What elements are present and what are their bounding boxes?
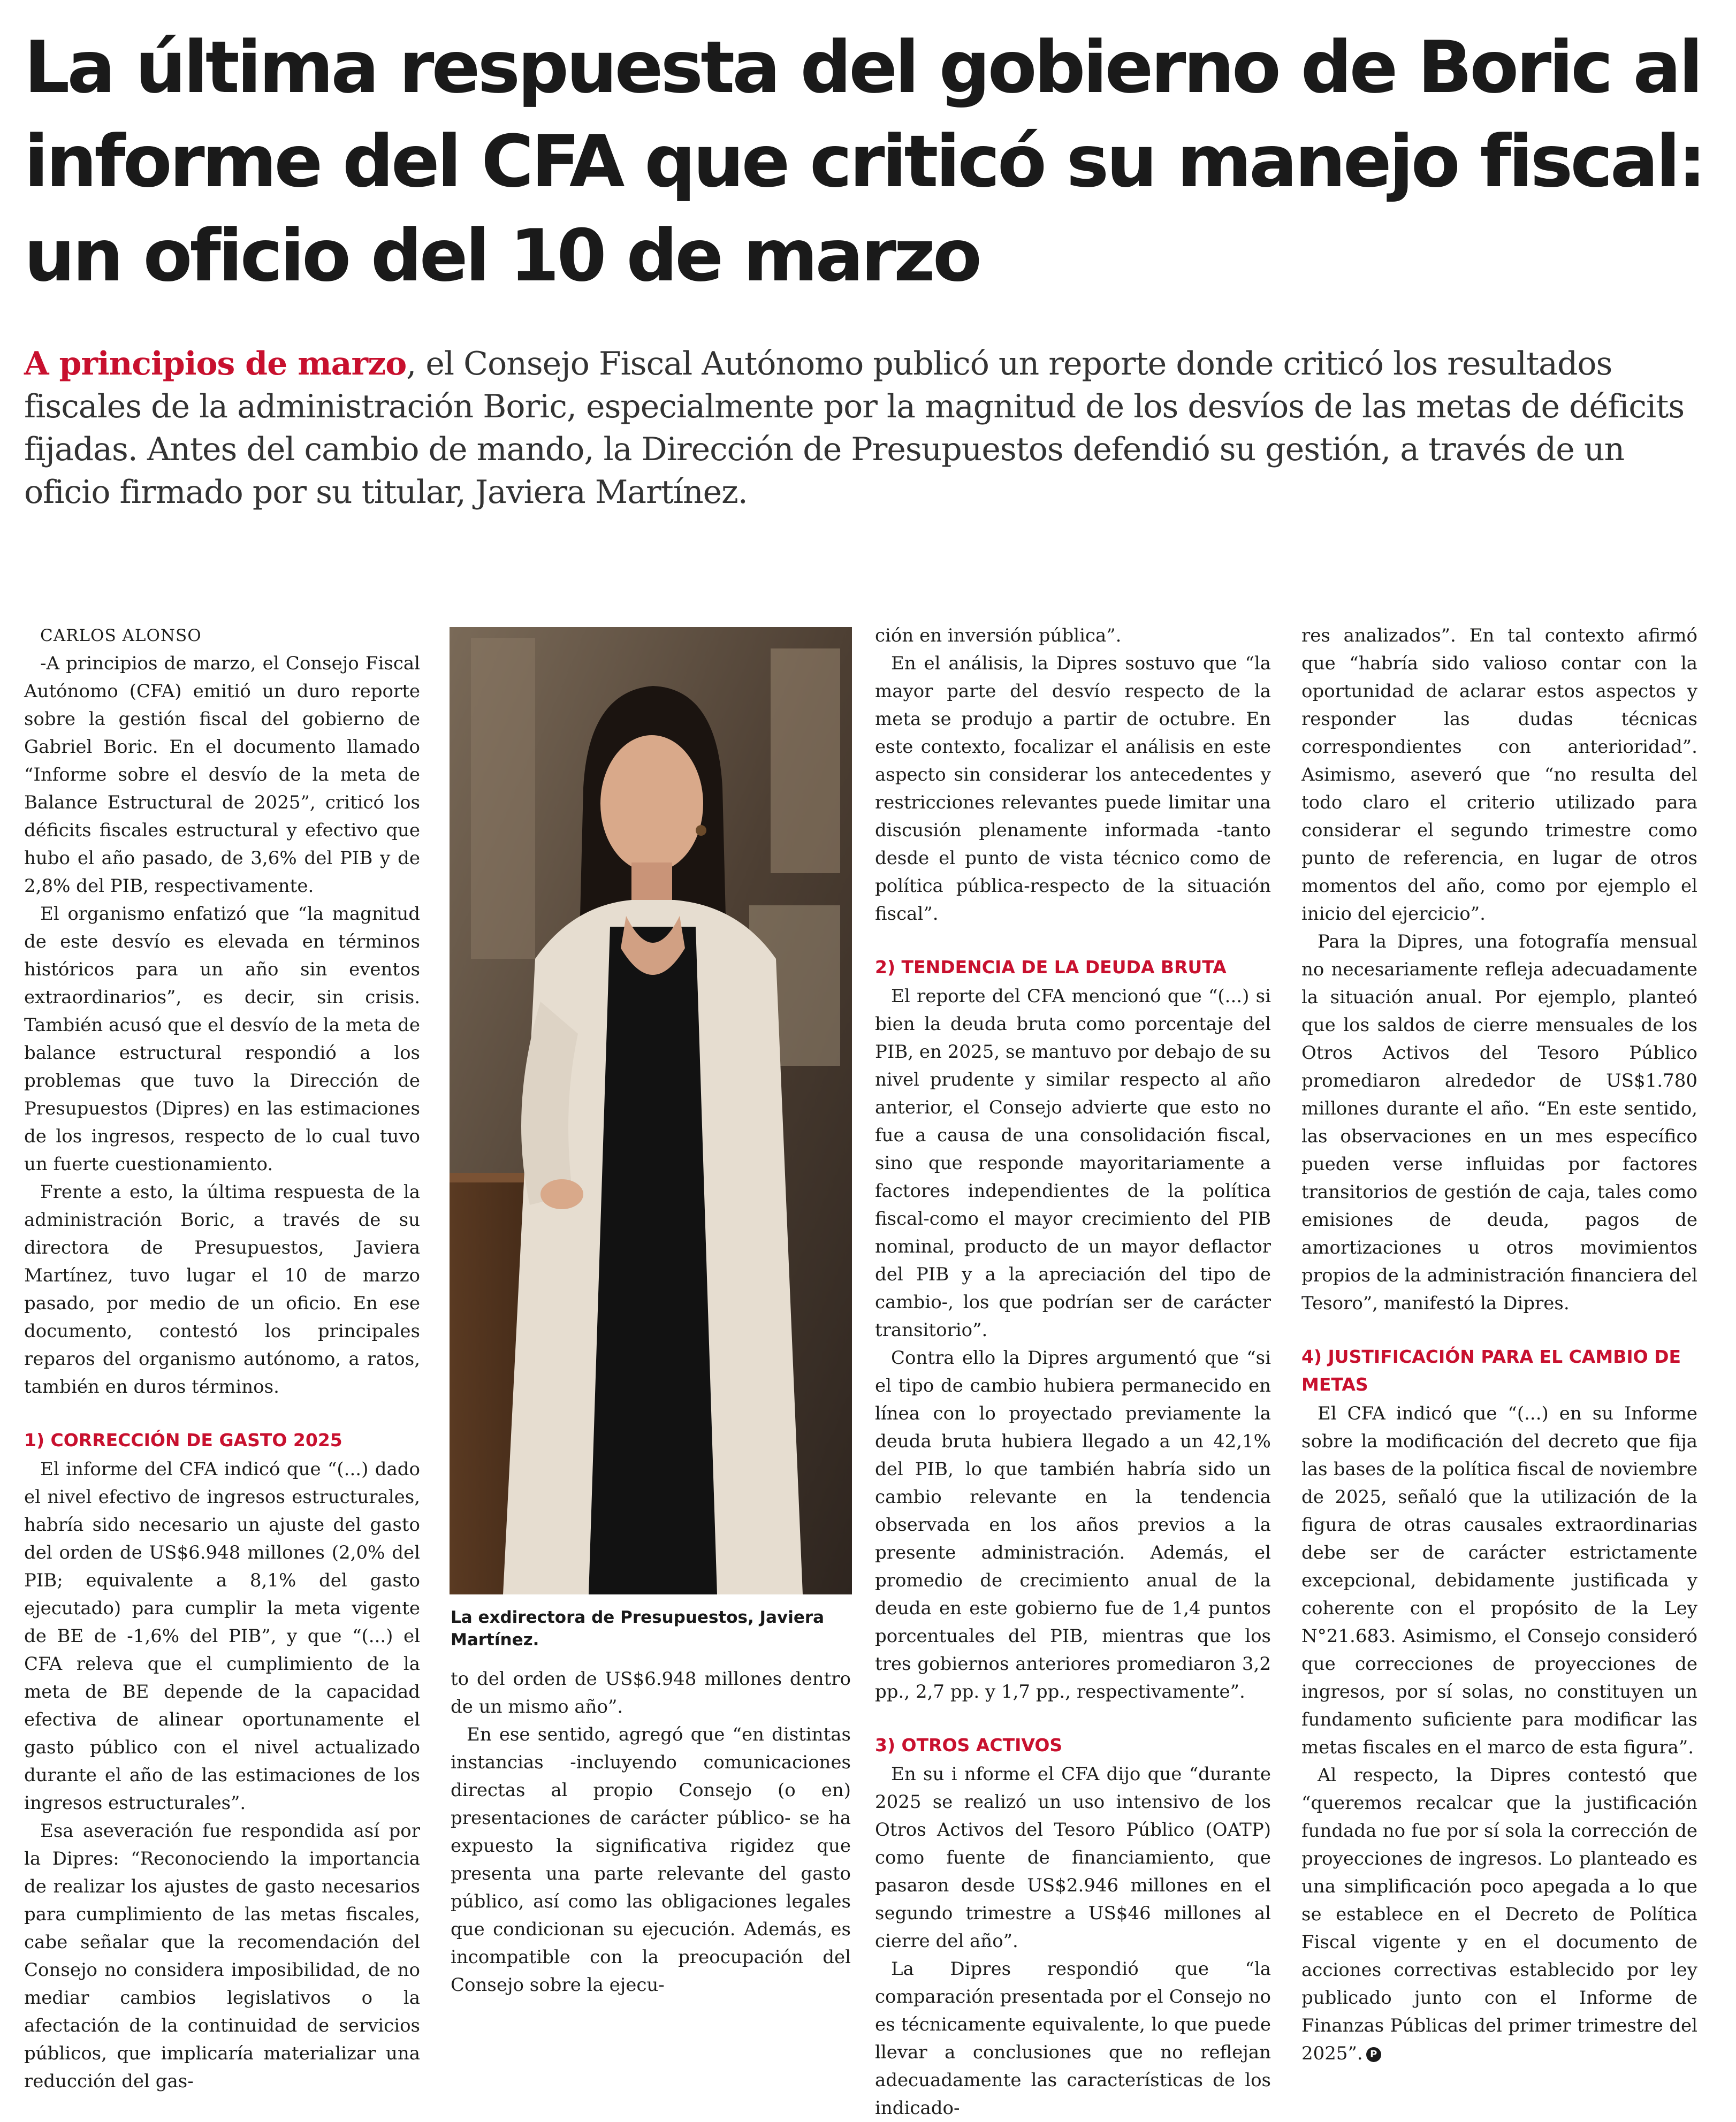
paragraph-text: Al respecto, la Dipres contestó que “queremos recalcar que la justificación fundada no fue por sí sola la corrección de proyecciones de ingresos. Lo planteado es una simplificación poco apegada a lo que se establece en el Decreto de Política Fiscal vigente y en el documento de acciones correctivas establecido por ley publicado junto con el Informe de Finanzas Públicas del primer trimestre del 2025”. [1301, 1765, 1697, 2064]
lead-paragraph [24, 342, 1704, 514]
section-heading-2: 2) TENDENCIA DE LA DEUDA BRUTA [875, 957, 1227, 978]
article-column-3 [875, 622, 1271, 2122]
paragraph: El reporte del CFA mencionó que “(...) si bien la deuda bruta como porcentaje del PIB, en 2025, se mantuvo por debajo de su nivel prudente y similar respecto al año anterior, el Consejo advierte que esto no fue a causa de una consolidación fiscal, sino que responde mayoritariamente a factores independientes de la política fiscal-como el mayor crecimiento del PIB nominal, producto de un mayor deflactor del PIB y a la apreciación del tipo de cambio-, los que podrían ser de carácter transitorio”. [875, 986, 1271, 1341]
photo-caption: La exdirectora de Presupuestos, Javiera Martínez. [451, 1608, 825, 1650]
paragraph: Esa aseveración fue respondida así por la Dipres: “Reconociendo la importancia de realizar los ajustes de gasto necesarios para cumplimiento de las metas fiscales, cabe señalar que la recomendación del Consejo no considera imposibilidad, de no mediar cambios legislativos o la afectación de la continuidad de servicios públicos, que implicaría materializar una reducción del gas- [24, 1820, 420, 2092]
byline: CARLOS ALONSO [40, 626, 202, 645]
article-column-2 [451, 1665, 851, 1999]
paragraph: -A principios de marzo, el Consejo Fiscal Autónomo (CFA) emitió un duro reporte sobre la gestión fiscal del gobierno de Gabriel Boric. En el documento llamado “Informe sobre el desvío de la meta de Balance Estructural de 2025”, criticó los déficits fiscales estructural y efectivo que hubo el año pasado, de 3,6% del PIB y de 2,8% del PIB, respectivamente. [24, 653, 420, 897]
paragraph: En ese sentido, agregó que “en distintas instancias -incluyendo comunicaciones directas al propio Consejo (o en) presentaciones de carácter público- se ha expuesto la significativa rigidez que presenta una parte relevante del gasto público, así como las obligaciones legales que condicionan su ejecución. Además, es incompatible con la preocupación del Consejo sobre la ejecu- [451, 1724, 851, 1996]
paragraph: Frente a esto, la última respuesta de la administración Boric, a través de su directora de Presupuestos, Javiera Martínez, tuvo lugar el 10 de marzo pasado, por medio de un oficio. En ese documento, contestó los principales reparos del organismo autónomo, a ratos, también en duros términos. [24, 1181, 420, 1398]
paragraph: El informe del CFA indicó que “(...) dado el nivel efectivo de ingresos estructurales, habría sido necesario un ajuste del gasto del orden de US$6.948 millones (2,0% del PIB; equivalente a 8,1% del gasto ejecutado) para cumplir la meta vigente de BE de -1,6% del PIB”, y que “(...) el CFA releva que el cumplimiento de la meta de BE depende de la capacidad efectiva de alinear oportunamente el gasto público con el nivel actualizado durante el año de las estimaciones de los ingresos estructurales”. [24, 1459, 420, 1814]
lead-intro: A principios de marzo [24, 345, 407, 383]
article-column-4 [1301, 622, 1697, 2067]
section-heading-4: 4) JUSTIFICACIÓN PARA EL CAMBIO DE METAS [1301, 1346, 1681, 1395]
end-of-article-icon: P [1366, 2047, 1381, 2062]
section-heading-1: 1) CORRECCIÓN DE GASTO 2025 [24, 1430, 342, 1451]
article-column-1 [24, 622, 420, 2095]
paragraph: En el análisis, la Dipres sostuvo que “la mayor parte del desvío respecto de la meta se produjo a partir de octubre. En este contexto, focalizar el análisis en este aspecto sin considerar los antecedentes y restricciones relevantes puede limitar una discusión plenamente informada -tanto desde el punto de vista técnico como de política pública-respecto de la situación fiscal”. [875, 653, 1271, 925]
lead-text: , el Consejo Fiscal Autónomo publicó un reporte donde criticó los resultados fiscales de la administración Boric, especialmente por la magnitud de los desvíos de las metas de déficits fijadas. Antes del cambio de mando, la Dirección de Presupuestos defendió su gestión, a través de un oficio firmado por su titular, Javiera Martínez. [24, 345, 1685, 511]
portrait-illustration [450, 627, 852, 1594]
article-photo [450, 627, 852, 1594]
headline: La última respuesta del gobierno de Boric al informe del CFA que criticó su manejo fiscal: un oficio del 10 de marzo [24, 26, 1704, 297]
section-heading-3: 3) OTROS ACTIVOS [875, 1735, 1063, 1755]
paragraph: res analizados”. En tal contexto afirmó que “habría sido valioso contar con la oportunidad de aclarar estos aspectos y responder las dudas técnicas correspondientes con anterioridad”. Asimismo, aseveró que “no resulta del todo claro el criterio utilizado para considerar el segundo trimestre como punto de referencia, en lugar de otros momentos del año, como por ejemplo el inicio del ejercicio”. [1301, 625, 1697, 925]
paragraph: El CFA indicó que “(...) en su Informe sobre la modificación del decreto que fija las bases de la política fiscal de noviembre de 2025, señaló que la utilización de la figura de otras causales extraordinarias debe ser de carácter estrictamente excepcional, debidamente justificada y coherente con el propósito de la Ley N°21.683. Asimismo, el Consejo consideró que correcciones de proyecciones de ingresos, por sí solas, no constituyen un fundamento suficiente para modificar las metas fiscales en el marco de esta figura”. [1301, 1403, 1697, 1758]
paragraph: Para la Dipres, una fotografía mensual no necesariamente refleja adecuadamente la situación anual. Por ejemplo, planteó que los saldos de cierre mensuales de los Otros Activos del Tesoro Público promediaron alrededor de US$1.780 millones durante el año. “En este sentido, las observaciones en un mes específico pueden verse influidas por factores transitorios de gestión de caja, tales como emisiones de deuda, pagos de amortizaciones u otros movimientos propios de la administración financiera del Tesoro”, manifestó la Dipres. [1301, 931, 1698, 1314]
paragraph: to del orden de US$6.948 millones dentro de un mismo año”. [451, 1668, 851, 1718]
paragraph: Contra ello la Dipres argumentó que “si el tipo de cambio hubiera permanecido en línea con lo proyectado previamente la deuda bruta hubiera llegado a un 42,1% del PIB, lo que también habría sido un cambio relevante en la tendencia observada en los años previos a la presente administración. Además, el promedio de crecimiento anual de la deuda en este gobierno fue de 1,4 puntos porcentuales del PIB, mientras que los tres gobiernos anteriores promediaron 3,2 pp., 2,7 pp. y 1,7 pp., respectivamente”. [875, 1347, 1271, 1703]
paragraph: En su i nforme el CFA dijo que “durante 2025 se realizó un uso intensivo de los Otros Activos del Tesoro Público (OATP) como fuente de financiamiento, que pasaron desde US$2.946 millones en el segundo trimestre a US$46 millones al cierre del año”. [875, 1764, 1271, 1952]
paragraph: La Dipres respondió que “la comparación presentada por el Consejo no es técnicamente equivalente, lo que puede llevar a conclusiones que no reflejan adecuadamente las características de los indicado- [875, 1958, 1271, 2119]
paragraph: El organismo enfatizó que “la magnitud de este desvío es elevada en términos históricos para un año sin eventos extraordinarios”, es decir, sin crisis. También acusó que el desvío de la meta de balance estructural respondió a los problemas que tuvo la Dirección de Presupuestos (Dipres) en las estimaciones de los ingresos, respecto de lo cual tuvo un fuerte cuestionamiento. [24, 903, 420, 1175]
paragraph: ción en inversión pública”. [875, 625, 1122, 646]
paragraph [1301, 1761, 1697, 2067]
